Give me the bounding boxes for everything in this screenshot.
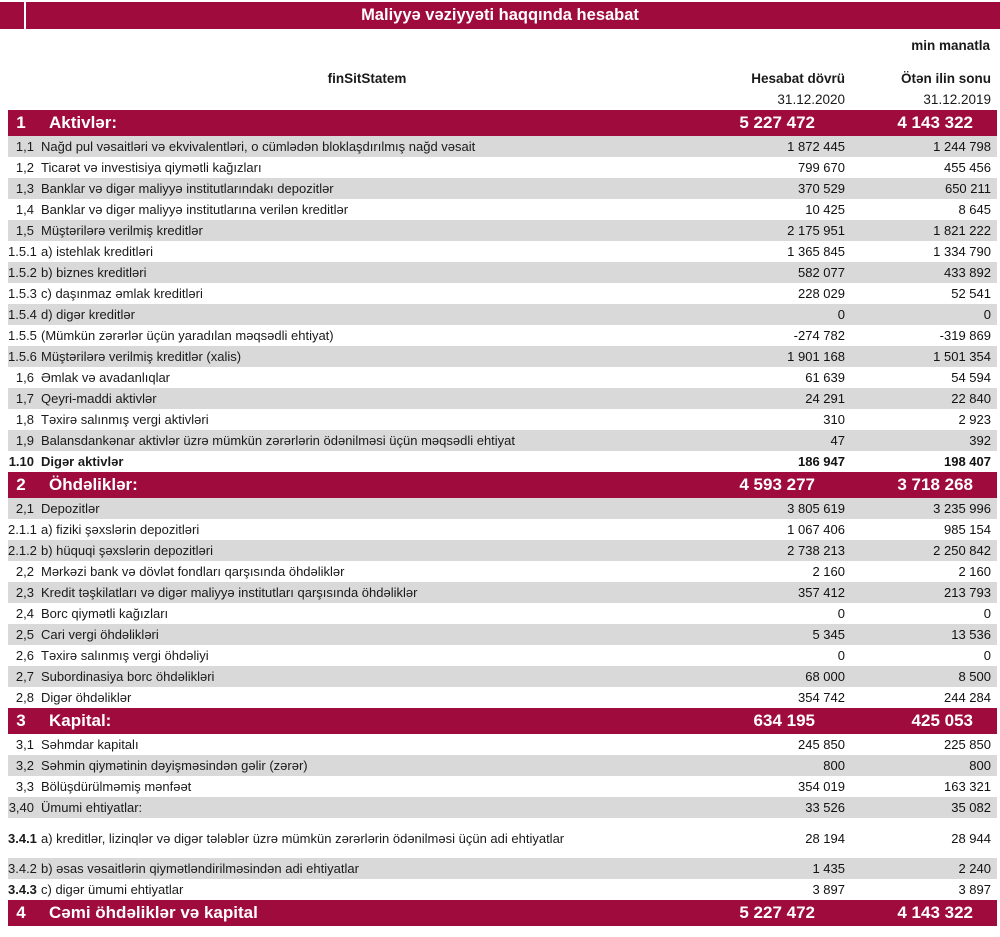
- table-row: [8, 262, 997, 283]
- row-label: Təxirə salınmış vergi öhdəliyi: [41, 648, 209, 663]
- section-num: 2: [16, 475, 26, 494]
- row-value-previous: 8 500: [958, 669, 991, 684]
- table-row: [8, 199, 997, 220]
- row-num: 1,9: [15, 433, 34, 448]
- row-label: Səhmin qiymətinin dəyişməsindən gəlir (zərər): [41, 758, 308, 773]
- row-value-current: 1 901 168: [787, 349, 845, 364]
- row-label: Mərkəzi bank və dövlət fondları qarşısında öhdəliklər: [41, 564, 345, 579]
- row-label: Balansdankənar aktivlər üzrə mümkün zərərlərin ödənilməsi üçün məqsədli ehtiyat: [41, 433, 516, 448]
- row-value-current: 33 526: [805, 800, 845, 815]
- row-value-current: 186 947: [798, 454, 845, 469]
- row-value-current: 0: [837, 606, 845, 621]
- row-num: 2,6: [15, 648, 34, 663]
- row-value-previous: 0: [983, 307, 991, 322]
- row-num: 1.5.4: [8, 307, 37, 322]
- row-label: b) biznes kreditləri: [41, 265, 147, 280]
- table-row: [8, 797, 997, 818]
- row-value-previous: 800: [969, 758, 991, 773]
- row-label: Subordinasiya borc öhdəlikləri: [41, 669, 215, 684]
- row-label: Banklar və digər maliyyə institutlarına verilən kreditlər: [41, 202, 349, 217]
- row-value-current: 47: [830, 433, 845, 448]
- row-label: Banklar və digər maliyyə institutlarındakı depozitlər: [41, 181, 334, 196]
- section-value-previous: 4 143 322: [897, 113, 973, 132]
- unit-note: min manatla: [911, 38, 990, 53]
- row-value-current: 28 194: [805, 830, 845, 846]
- report-title-bar: [0, 2, 1000, 29]
- table-row: [8, 624, 997, 645]
- row-value-current: 2 738 213: [787, 543, 845, 558]
- row-value-current: 582 077: [798, 265, 845, 280]
- row-num: 3.4.1: [8, 830, 37, 846]
- row-label: Qeyri-maddi aktivlər: [41, 391, 157, 406]
- table-row: [8, 858, 997, 879]
- row-num: 2,8: [15, 690, 34, 705]
- section-label: Aktivlər:: [49, 113, 118, 132]
- row-value-previous: 225 850: [944, 737, 991, 752]
- current-period-header: Hesabat dövrü: [751, 71, 845, 86]
- row-value-previous: 22 840: [951, 391, 991, 406]
- table-row: [8, 220, 997, 241]
- row-value-current: 2 175 951: [787, 223, 845, 238]
- table-row: [8, 325, 997, 346]
- row-value-previous: 52 541: [951, 286, 991, 301]
- section-label: Kapital:: [49, 711, 112, 730]
- section-num: 1: [16, 113, 26, 132]
- section-header-row: [8, 110, 997, 136]
- row-value-previous: 455 456: [944, 160, 991, 175]
- table-row: [8, 346, 997, 367]
- row-value-previous: 198 407: [944, 454, 991, 469]
- section-value-current: 5 227 472: [739, 113, 815, 132]
- row-value-previous: 213 793: [944, 585, 991, 600]
- table-row: [8, 776, 997, 797]
- row-num: 1,1: [15, 139, 34, 154]
- row-value-current: 800: [823, 758, 845, 773]
- table-row: [8, 498, 997, 519]
- row-value-previous: 392: [969, 433, 991, 448]
- table-row: [8, 734, 997, 755]
- row-value-previous: 28 944: [951, 830, 991, 846]
- row-value-current: 1 067 406: [787, 522, 845, 537]
- section-value-current: 4 593 277: [739, 475, 815, 494]
- section-value-current: 634 195: [753, 711, 815, 730]
- row-num: 1.5.1: [8, 244, 37, 259]
- row-value-current: 0: [837, 648, 845, 663]
- row-label: c) digər ümumi ehtiyatlar: [41, 882, 184, 897]
- row-value-current: -274 782: [793, 328, 845, 343]
- row-label: Nağd pul vəsaitləri və ekvivalentləri, o cümlədən bloklaşdırılmış nağd vəsait: [41, 139, 476, 154]
- column-header-current-period: [700, 68, 845, 110]
- row-num: 2,4: [15, 606, 34, 621]
- row-value-current: 5 345: [812, 627, 845, 642]
- column-header-row: [8, 68, 997, 110]
- row-value-previous: 3 235 996: [933, 501, 991, 516]
- row-value-current: 370 529: [798, 181, 845, 196]
- row-value-previous: 8 645: [958, 202, 991, 217]
- row-value-previous: 433 892: [944, 265, 991, 280]
- row-num: 3.4.2: [8, 861, 37, 876]
- row-value-previous: 244 284: [944, 690, 991, 705]
- row-num: 1.5.2: [8, 265, 37, 280]
- row-num: 1,8: [15, 412, 34, 427]
- row-label: Əmlak və avadanlıqlar: [41, 370, 171, 385]
- row-value-current: 10 425: [805, 202, 845, 217]
- row-num: 1.10: [8, 454, 34, 469]
- row-num: 2,7: [15, 669, 34, 684]
- row-value-previous: 54 594: [951, 370, 991, 385]
- table-row: [8, 540, 997, 561]
- row-num: 2,5: [15, 627, 34, 642]
- statement-table: [8, 110, 997, 926]
- table-row: [8, 755, 997, 776]
- table-row: [8, 283, 997, 304]
- row-value-current: 24 291: [805, 391, 845, 406]
- row-num: 3,1: [15, 737, 34, 752]
- row-value-previous: 0: [983, 606, 991, 621]
- row-num: 1,2: [15, 160, 34, 175]
- row-label: Bölüşdürülməmiş mənfəət: [41, 779, 192, 794]
- row-label: a) fiziki şəxslərin depozitləri: [41, 522, 200, 537]
- section-header-row: [8, 472, 997, 498]
- row-value-previous: 0: [983, 648, 991, 663]
- table-row: [8, 367, 997, 388]
- row-label: a) kreditlər, lizinqlər və digər tələblər üzrə mümkün zərərlərin ödənilməsi üçün adi ehtiyatlar: [41, 830, 565, 846]
- row-num: 3,2: [15, 758, 34, 773]
- row-label: Ümumi ehtiyatlar:: [41, 800, 143, 815]
- row-value-current: 354 742: [798, 690, 845, 705]
- section-label: Cəmi öhdəliklər və kapital: [49, 903, 258, 922]
- row-value-previous: 1 334 790: [933, 244, 991, 259]
- row-value-previous: 163 321: [944, 779, 991, 794]
- section-value-previous: 425 053: [911, 711, 973, 730]
- row-label: Müştərilərə verilmiş kreditlər (xalis): [41, 349, 242, 364]
- row-value-current: 354 019: [798, 779, 845, 794]
- row-value-previous: 13 536: [951, 627, 991, 642]
- row-label: Səhmdar kapitalı: [41, 737, 139, 752]
- section-header-row: [8, 708, 997, 734]
- row-value-current: 1 365 845: [787, 244, 845, 259]
- report-title: Maliyyə vəziyyəti haqqında hesabat: [361, 6, 639, 24]
- table-row: [8, 178, 997, 199]
- row-label: Ticarət və investisiya qiymətli kağızları: [41, 160, 262, 175]
- row-value-previous: 1 821 222: [933, 223, 991, 238]
- row-value-previous: 1 244 798: [933, 139, 991, 154]
- table-row: [8, 879, 997, 900]
- row-label: Borc qiymətli kağızları: [41, 606, 169, 621]
- row-value-previous: 3 897: [958, 882, 991, 897]
- row-value-current: 3 897: [812, 882, 845, 897]
- row-label: Kredit təşkilatları və digər maliyyə institutları qarşısında öhdəliklər: [41, 585, 418, 600]
- previous-period-header: Ötən ilin sonu: [901, 71, 991, 86]
- row-value-current: 2 160: [812, 564, 845, 579]
- table-row: [8, 157, 997, 178]
- row-value-previous: -319 869: [939, 328, 991, 343]
- row-value-previous: 650 211: [944, 181, 991, 196]
- row-label: a) istehlak kreditləri: [41, 244, 153, 259]
- row-value-current: 1 435: [812, 861, 845, 876]
- row-num: 1,4: [15, 202, 34, 217]
- row-value-current: 310: [823, 412, 845, 427]
- previous-period-date: 31.12.2019: [923, 92, 991, 107]
- row-value-previous: 2 160: [958, 564, 991, 579]
- table-row: [8, 388, 997, 409]
- row-value-current: 3 805 619: [787, 501, 845, 516]
- column-header-previous-period: [845, 68, 997, 110]
- row-label: (Mümkün zərərlər üçün yaradılan məqsədli ehtiyat): [41, 328, 334, 343]
- row-label: Depozitlər: [41, 501, 100, 516]
- row-num: 1,3: [15, 181, 34, 196]
- row-value-current: 68 000: [805, 669, 845, 684]
- current-period-date: 31.12.2020: [777, 92, 845, 107]
- row-value-current: 61 639: [805, 370, 845, 385]
- row-label: Təxirə salınmış vergi aktivləri: [41, 412, 209, 427]
- row-value-current: 245 850: [798, 737, 845, 752]
- row-num: 2,3: [15, 585, 34, 600]
- row-value-previous: 2 923: [958, 412, 991, 427]
- row-num: 2,2: [15, 564, 34, 579]
- table-row: [8, 582, 997, 603]
- section-num: 4: [16, 903, 26, 922]
- row-num: 3,40: [8, 800, 34, 815]
- row-value-previous: 2 240: [958, 861, 991, 876]
- row-label: d) digər kreditlər: [41, 307, 135, 322]
- table-row: [8, 304, 997, 325]
- row-num: 1.5.6: [8, 349, 37, 364]
- column-header-label: finSitStatem: [327, 71, 407, 86]
- row-num: 1,5: [15, 223, 34, 238]
- table-row: [8, 561, 997, 582]
- row-value-current: 228 029: [798, 286, 845, 301]
- section-value-previous: 3 718 268: [897, 475, 973, 494]
- row-label: Müştərilərə verilmiş kreditlər: [41, 223, 203, 238]
- row-value-previous: 985 154: [944, 522, 991, 537]
- table-row: [8, 687, 997, 708]
- row-label: c) daşınmaz əmlak kreditləri: [41, 286, 203, 301]
- row-num: 1.5.3: [8, 286, 37, 301]
- section-value-previous: 4 143 322: [897, 903, 973, 922]
- row-label: Digər aktivlər: [41, 454, 124, 469]
- row-value-current: 1 872 445: [787, 139, 845, 154]
- table-row: [8, 645, 997, 666]
- row-label: b) hüquqi şəxslərin depozitləri: [41, 543, 213, 558]
- section-label: Öhdəliklər:: [49, 475, 138, 494]
- row-label: Cari vergi öhdəlikləri: [41, 627, 159, 642]
- section-num: 3: [16, 711, 26, 730]
- table-row: [8, 519, 997, 540]
- row-value-current: 799 670: [798, 160, 845, 175]
- table-row: [8, 241, 997, 262]
- table-row: [8, 430, 997, 451]
- table-row: [8, 136, 997, 157]
- row-num: 3,3: [15, 779, 34, 794]
- row-value-current: 0: [837, 307, 845, 322]
- row-value-previous: 1 501 354: [933, 349, 991, 364]
- row-num: 3.4.3: [8, 882, 37, 897]
- table-row: [8, 409, 997, 430]
- row-value-current: 357 412: [798, 585, 845, 600]
- section-value-current: 5 227 472: [739, 903, 815, 922]
- row-label: Digər öhdəliklər: [41, 690, 132, 705]
- row-num: 2,1: [15, 501, 34, 516]
- row-num: 1.5.5: [8, 328, 37, 343]
- row-num: 1,7: [15, 391, 34, 406]
- table-row: [8, 603, 997, 624]
- table-row: [8, 818, 997, 858]
- table-row: [8, 666, 997, 687]
- row-value-previous: 35 082: [951, 800, 991, 815]
- table-row: [8, 451, 997, 472]
- row-num: 1,6: [15, 370, 34, 385]
- section-header-row: [8, 900, 997, 926]
- row-num: 2.1.2: [8, 543, 37, 558]
- row-value-previous: 2 250 842: [933, 543, 991, 558]
- title-cell-divider: [24, 2, 26, 29]
- row-label: b) əsas vəsaitlərin qiymətləndirilməsindən adi ehtiyatlar: [41, 861, 359, 876]
- row-num: 2.1.1: [8, 522, 37, 537]
